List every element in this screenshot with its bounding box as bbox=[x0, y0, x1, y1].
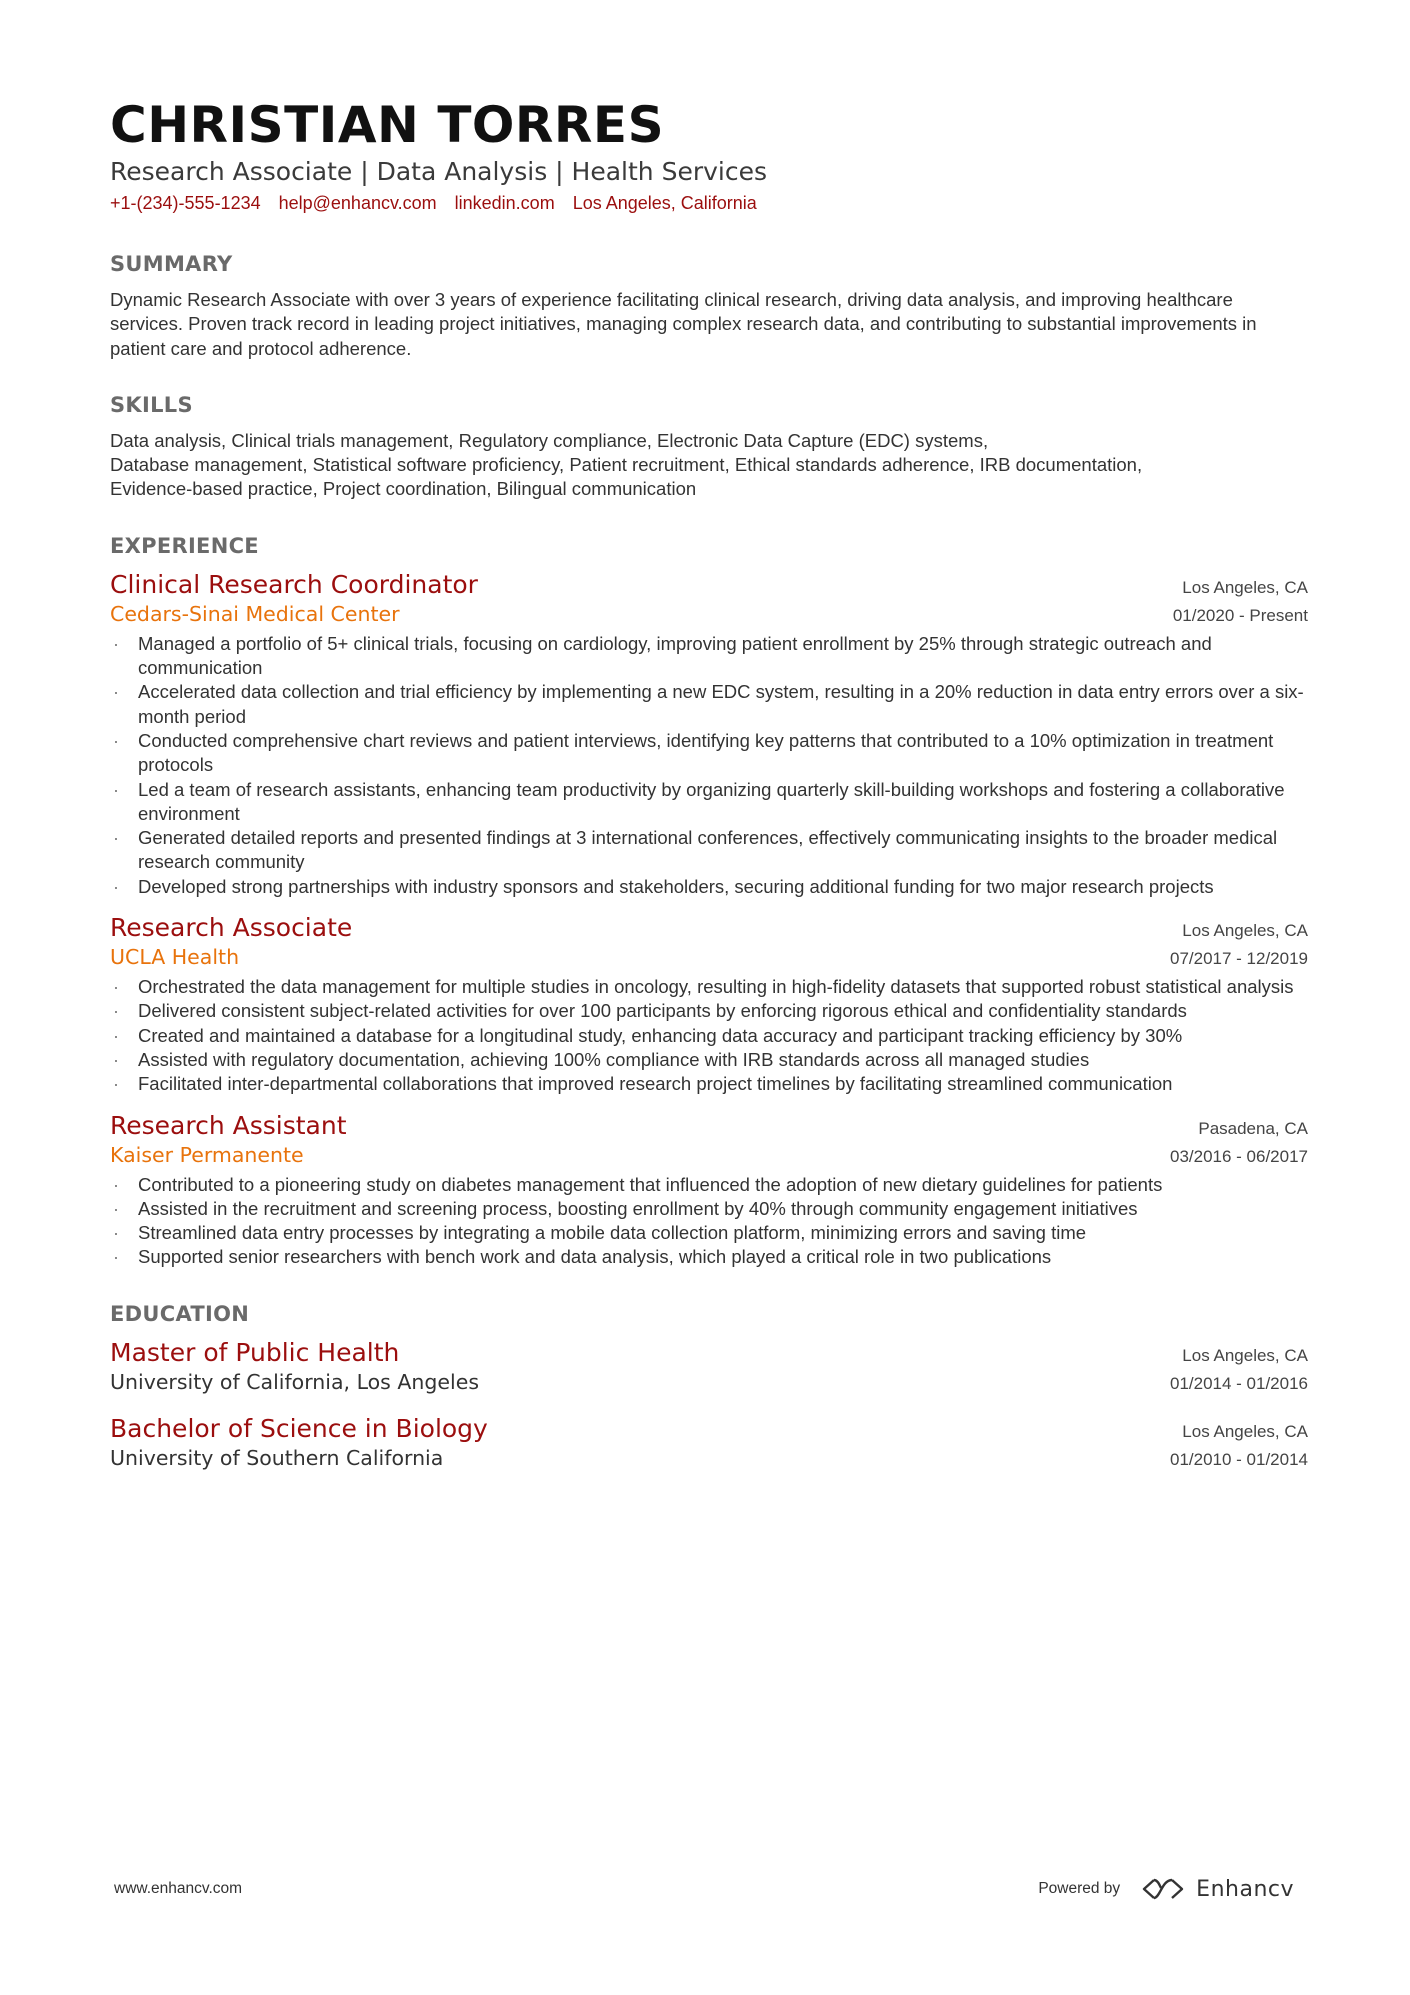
skill-item: Bilingual communication bbox=[496, 478, 697, 500]
job-bullets bbox=[110, 632, 1308, 899]
list-item: · Accelerated data collection and trial efficiency by implementing a new EDC system, resulting in a 20% reduction in data entry errors over a six-month period bbox=[110, 680, 1310, 729]
list-item: · Created and maintained a database for a longitudinal study, enhancing data accuracy and participant tracking efficiency by 30% bbox=[110, 1024, 1310, 1048]
skill-item: Patient recruitment, bbox=[569, 454, 730, 476]
education-dates: 01/2014 - 01/2016 bbox=[1169, 1373, 1308, 1393]
skill-item: Regulatory compliance, bbox=[458, 429, 652, 451]
job-dates: 07/2017 - 12/2019 bbox=[1169, 949, 1308, 969]
job-dates: 03/2016 - 06/2017 bbox=[1169, 1146, 1308, 1166]
list-item: · Orchestrated the data management for multiple studies in oncology, resulting in high-fidelity datasets that supported robust statistical analysis bbox=[110, 975, 1310, 999]
list-item: · Supported senior researchers with bench work and data analysis, which played a critical role in two publications bbox=[110, 1245, 1310, 1269]
website-link[interactable]: www.enhancv.com bbox=[114, 1880, 243, 1897]
skills-list bbox=[110, 429, 1310, 502]
list-item: · Managed a portfolio of 5+ clinical trials, focusing on cardiology, improving patient enrollment by 25% through strategic outreach and communication bbox=[110, 632, 1310, 681]
skill-item: Project coordination, bbox=[322, 478, 492, 500]
linkedin-link[interactable]: linkedin.com bbox=[454, 193, 555, 213]
skill-item: Database management, bbox=[110, 454, 308, 476]
section-title-experience: EXPERIENCE bbox=[110, 533, 259, 558]
brand-name: Enhancv bbox=[1196, 1876, 1294, 1902]
education-dates: 01/2010 - 01/2014 bbox=[1169, 1449, 1308, 1469]
degree-title: Master of Public Health bbox=[110, 1337, 400, 1367]
contact-row bbox=[110, 190, 1308, 216]
skill-item: IRB documentation, bbox=[979, 454, 1143, 476]
enhancv-logo-icon bbox=[1140, 1876, 1186, 1902]
list-item: · Developed strong partnerships with industry sponsors and stakeholders, securing additional funding for two major research projects bbox=[110, 875, 1310, 899]
summary-text: Dynamic Research Associate with over 3 years of experience facilitating clinical research, driving data analysis, and improving healthcare services. Proven track record in leading project initiatives, managing complex research data, and contributing to substantial improvements in patient care and protocol adherence. bbox=[110, 289, 1257, 359]
job-company: Kaiser Permanente bbox=[110, 1142, 304, 1167]
list-item: · Delivered consistent subject-related activities for over 100 participants by enforcing rigorous ethical and confidentiality standards bbox=[110, 999, 1310, 1023]
resume-page bbox=[110, 96, 1308, 1472]
job-company: UCLA Health bbox=[110, 945, 240, 970]
section-title-education: EDUCATION bbox=[110, 1301, 250, 1326]
skill-item: Clinical trials management, bbox=[231, 429, 454, 451]
email-link[interactable]: help@enhancv.com bbox=[278, 193, 437, 213]
skills-section bbox=[110, 391, 1308, 502]
skill-item: Electronic Data Capture (EDC) systems, bbox=[657, 429, 989, 451]
list-item: · Streamlined data entry processes by integrating a mobile data collection platform, minimizing errors and saving time bbox=[110, 1221, 1310, 1245]
list-item: · Conducted comprehensive chart reviews and patient interviews, identifying key patterns that contributed to a 10% optimization in treatment protocols bbox=[110, 729, 1310, 778]
job-location: Los Angeles, CA bbox=[1182, 577, 1308, 597]
job-role: Research Associate bbox=[110, 913, 353, 943]
job-role: Clinical Research Coordinator bbox=[110, 569, 478, 599]
job-bullets bbox=[110, 975, 1308, 1096]
candidate-name: CHRISTIAN TORRES bbox=[110, 96, 665, 154]
list-item: · Assisted with regulatory documentation, achieving 100% compliance with IRB standards across all managed studies bbox=[110, 1048, 1310, 1072]
job-bullets bbox=[110, 1173, 1308, 1270]
experience-section bbox=[110, 532, 1308, 1270]
job-company: Cedars-Sinai Medical Center bbox=[110, 601, 400, 626]
job-role: Research Assistant bbox=[110, 1110, 347, 1140]
job-entry bbox=[110, 570, 1308, 899]
job-entry bbox=[110, 913, 1308, 1096]
powered-by bbox=[1038, 1876, 1294, 1902]
location-text: Los Angeles, California bbox=[572, 193, 757, 213]
education-location: Los Angeles, CA bbox=[1182, 1345, 1308, 1365]
section-title-skills: SKILLS bbox=[110, 392, 193, 417]
skill-item: Evidence-based practice, bbox=[110, 478, 318, 500]
section-title-summary: SUMMARY bbox=[110, 252, 233, 276]
list-item: · Assisted in the recruitment and screening process, boosting enrollment by 40% through community engagement initiatives bbox=[110, 1197, 1310, 1221]
job-dates: 01/2020 - Present bbox=[1172, 605, 1308, 625]
education-entry bbox=[110, 1338, 1308, 1396]
summary-section bbox=[110, 250, 1308, 361]
skill-item: Statistical software proficiency, bbox=[312, 454, 565, 476]
headline: Research Associate | Data Analysis | Health Services bbox=[110, 157, 767, 186]
school-name: University of California, Los Angeles bbox=[110, 1369, 480, 1394]
phone-link[interactable]: +1-(234)-555-1234 bbox=[110, 193, 261, 213]
list-item: · Facilitated inter-departmental collaborations that improved research project timelines by facilitating streamlined communication bbox=[110, 1072, 1310, 1096]
list-item: · Contributed to a pioneering study on diabetes management that influenced the adoption of new dietary guidelines for patients bbox=[110, 1173, 1310, 1197]
list-item: · Led a team of research assistants, enhancing team productivity by organizing quarterly skill-building workshops and fostering a collaborative environment bbox=[110, 778, 1310, 827]
degree-title: Bachelor of Science in Biology bbox=[110, 1413, 488, 1443]
brand-link[interactable] bbox=[1140, 1876, 1294, 1902]
education-entry bbox=[110, 1414, 1308, 1472]
list-item: · Generated detailed reports and presented findings at 3 international conferences, effectively communicating insights to the broader medical research community bbox=[110, 826, 1310, 875]
school-name: University of Southern California bbox=[110, 1445, 444, 1470]
job-location: Pasadena, CA bbox=[1198, 1118, 1308, 1138]
education-location: Los Angeles, CA bbox=[1182, 1421, 1308, 1441]
powered-by-label: Powered by bbox=[1038, 1880, 1121, 1897]
skill-item: Data analysis, bbox=[110, 429, 227, 451]
header bbox=[110, 96, 1308, 216]
footer bbox=[114, 1876, 1294, 1902]
job-entry bbox=[110, 1111, 1308, 1270]
skill-item: Ethical standards adherence, bbox=[734, 454, 975, 476]
education-section bbox=[110, 1300, 1308, 1472]
job-location: Los Angeles, CA bbox=[1182, 921, 1308, 941]
